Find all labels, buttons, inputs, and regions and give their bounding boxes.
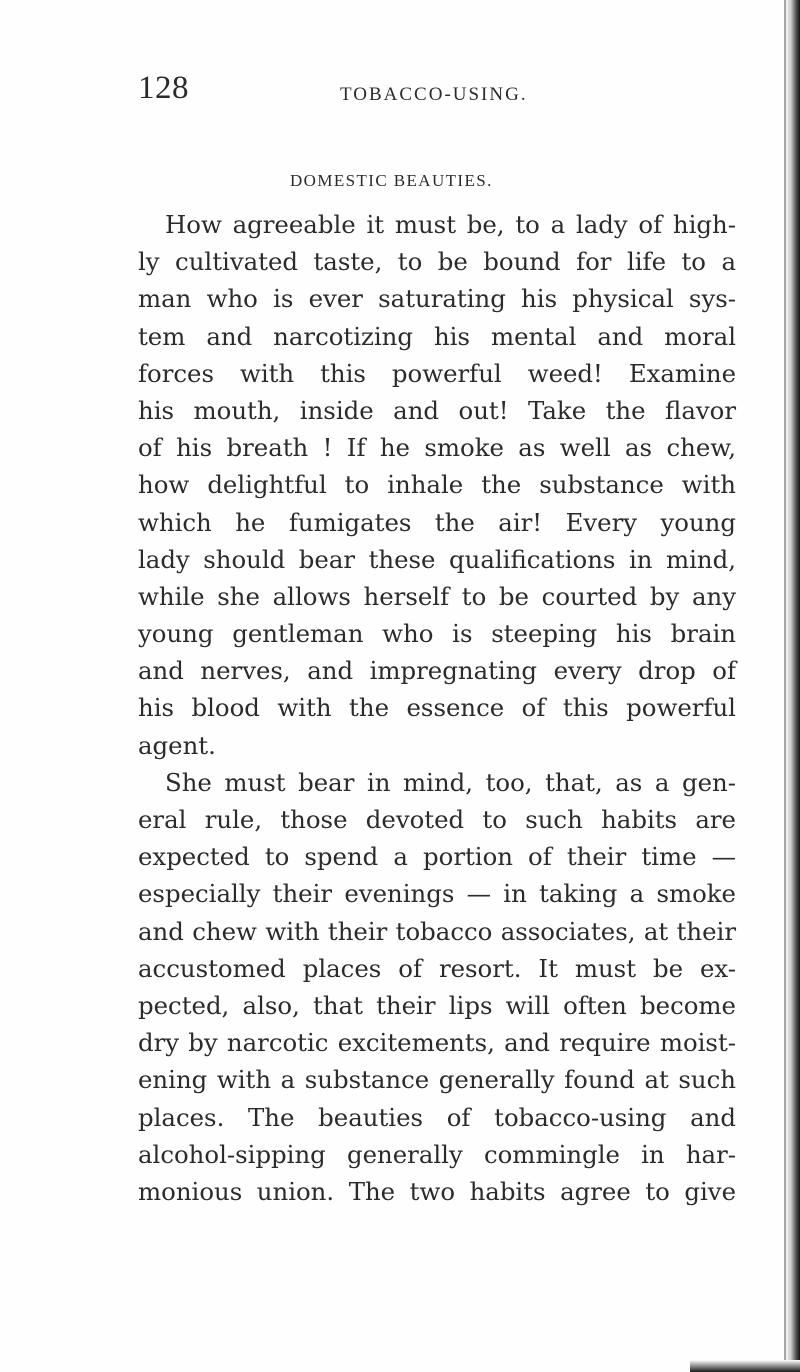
- text-line: eral rule, those devoted to such habits are: [138, 805, 736, 834]
- text-line: accustomed places of resort. It must be ex-: [138, 953, 736, 983]
- text-line: lady should bear these qualifications in mind,: [138, 544, 736, 574]
- text-line: expected to spend a portion of their time —: [138, 842, 736, 872]
- page-number: 128: [138, 70, 189, 106]
- text-line: ly cultivated taste, to be bound for life to a: [138, 247, 736, 277]
- body-text: [138, 206, 736, 1210]
- text-line: and nerves, and impregnating every drop of: [138, 656, 736, 686]
- text-line: young gentleman who is steeping his brain: [138, 619, 736, 649]
- text-line: tem and narcotizing his mental and moral: [138, 321, 736, 351]
- text-line: while she allows herself to be courted by any: [138, 581, 736, 611]
- text-line: of his breath ! If he smoke as well as chew,: [138, 433, 736, 463]
- text-line: ening with a substance generally found at such: [138, 1065, 736, 1095]
- text-line: places. The beauties of tobacco-using and: [138, 1102, 736, 1132]
- text-line: monious union. The two habits agree to give: [138, 1176, 736, 1206]
- text-line: how delightful to inhale the substance with: [138, 470, 736, 500]
- text-line: She must bear in mind, too, that, as a gen-: [165, 767, 736, 797]
- text-line: alcohol-sipping generally commingle in har-: [138, 1139, 736, 1169]
- binding-shadow: [786, 0, 800, 1372]
- text-line: and chew with their tobacco associates, at their: [138, 916, 736, 946]
- text-line: How agreeable it must be, to a lady of high-: [165, 210, 736, 239]
- text-line: his mouth, inside and out! Take the flavor: [138, 395, 736, 425]
- text-line: man who is ever saturating his physical sys-: [138, 284, 736, 314]
- text-line: which he fumigates the air! Every young: [138, 507, 736, 537]
- text-line: pected, also, that their lips will often become: [138, 990, 736, 1020]
- text-line: agent.: [138, 730, 216, 760]
- text-line: dry by narcotic excitements, and require moist-: [138, 1028, 736, 1058]
- section-title: DOMESTIC BEAUTIES.: [290, 171, 493, 190]
- corner-shadow: [690, 1360, 800, 1372]
- running-head: TOBACCO-USING.: [340, 84, 528, 105]
- text-line: his blood with the essence of this powerful: [138, 693, 736, 723]
- text-line: forces with this powerful weed! Examine: [138, 358, 736, 388]
- text-line: especially their evenings — in taking a smoke: [138, 879, 736, 909]
